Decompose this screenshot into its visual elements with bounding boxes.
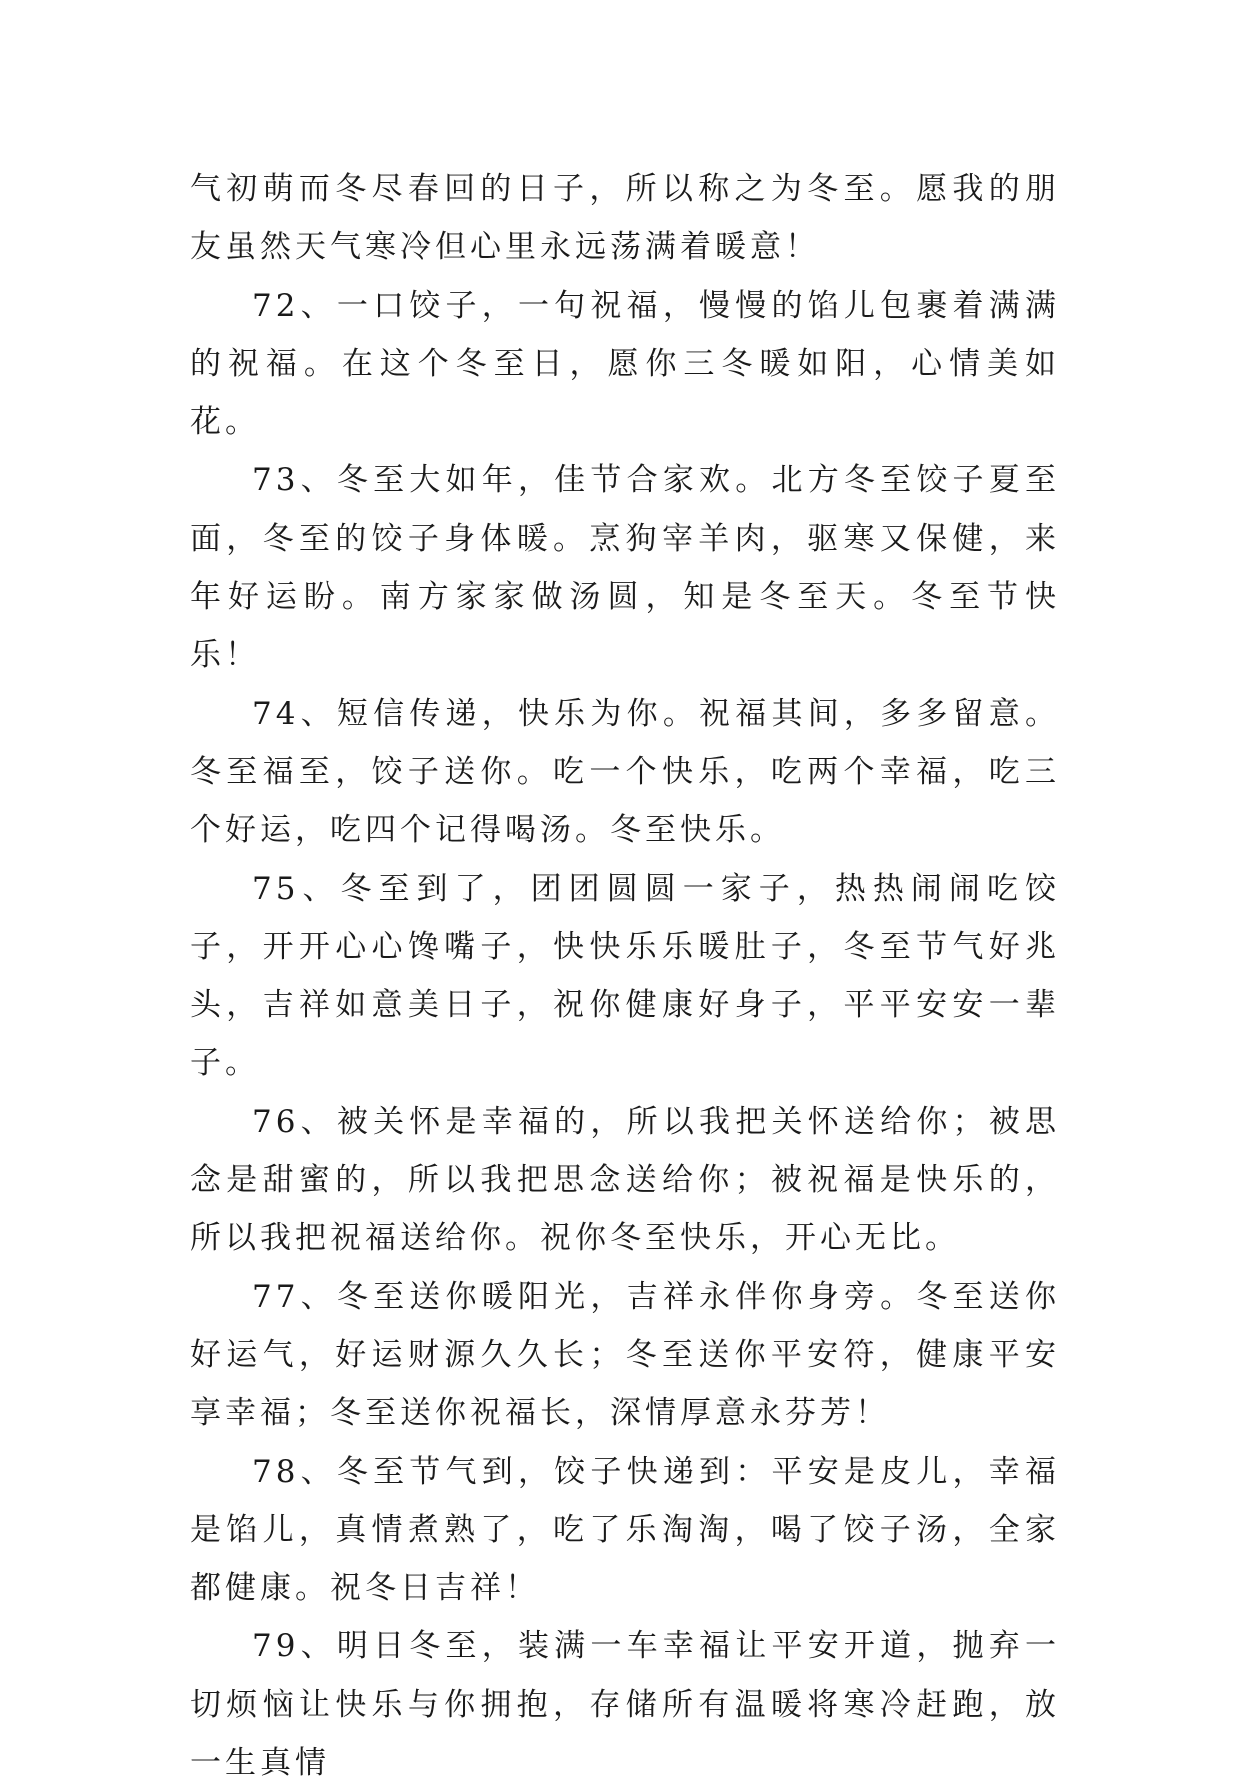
paragraph-continued: 气初萌而冬尽春回的日子，所以称之为冬至。愿我的朋友虽然天气寒冷但心里永远荡满着暖意！ [190,171,1060,266]
paragraph-75: 75、冬至到了，团团圆圆一家子，热热闹闹吃饺子，开开心心馋嘴子，快快乐乐暖肚子，冬至节气好兆头，吉祥如意美日子，祝你健康好身子，平平安安一辈子。 [190,870,1060,1082]
paragraph-76: 76、被关怀是幸福的，所以我把关怀送给你；被思念是甜蜜的，所以我把思念送给你；被祝福是快乐的，所以我把祝福送给你。祝你冬至快乐，开心无比。 [190,1103,1060,1257]
paragraph-72: 72、一口饺子，一句祝福，慢慢的馅儿包裹着满满的祝福。在这个冬至日，愿你三冬暖如阳，心情美如花。 [190,287,1060,441]
paragraph-73: 73、冬至大如年，佳节合家欢。北方冬至饺子夏至面，冬至的饺子身体暖。烹狗宰羊肉，驱寒又保健，来年好运盼。南方家家做汤圆，知是冬至天。冬至节快乐！ [190,462,1060,674]
paragraph-77: 77、冬至送你暖阳光，吉祥永伴你身旁。冬至送你好运气，好运财源久久长；冬至送你平安符，健康平安享幸福；冬至送你祝福长，深情厚意永芬芳！ [190,1278,1060,1432]
paragraph-78: 78、冬至节气到，饺子快递到：平安是皮儿，幸福是馅儿，真情煮熟了，吃了乐淘淘，喝了饺子汤，全家都健康。祝冬日吉祥！ [190,1453,1060,1607]
paragraph-74: 74、短信传递，快乐为你。祝福其间，多多留意。冬至福至，饺子送你。吃一个快乐，吃两个幸福，吃三个好运，吃四个记得喝汤。冬至快乐。 [190,695,1060,849]
document-body [190,160,1060,1792]
paragraph-79: 79、明日冬至，装满一车幸福让平安开道，抛弃一切烦恼让快乐与你拥抱，存储所有温暖将寒冷赶跑，放一生真情 [190,1628,1060,1782]
